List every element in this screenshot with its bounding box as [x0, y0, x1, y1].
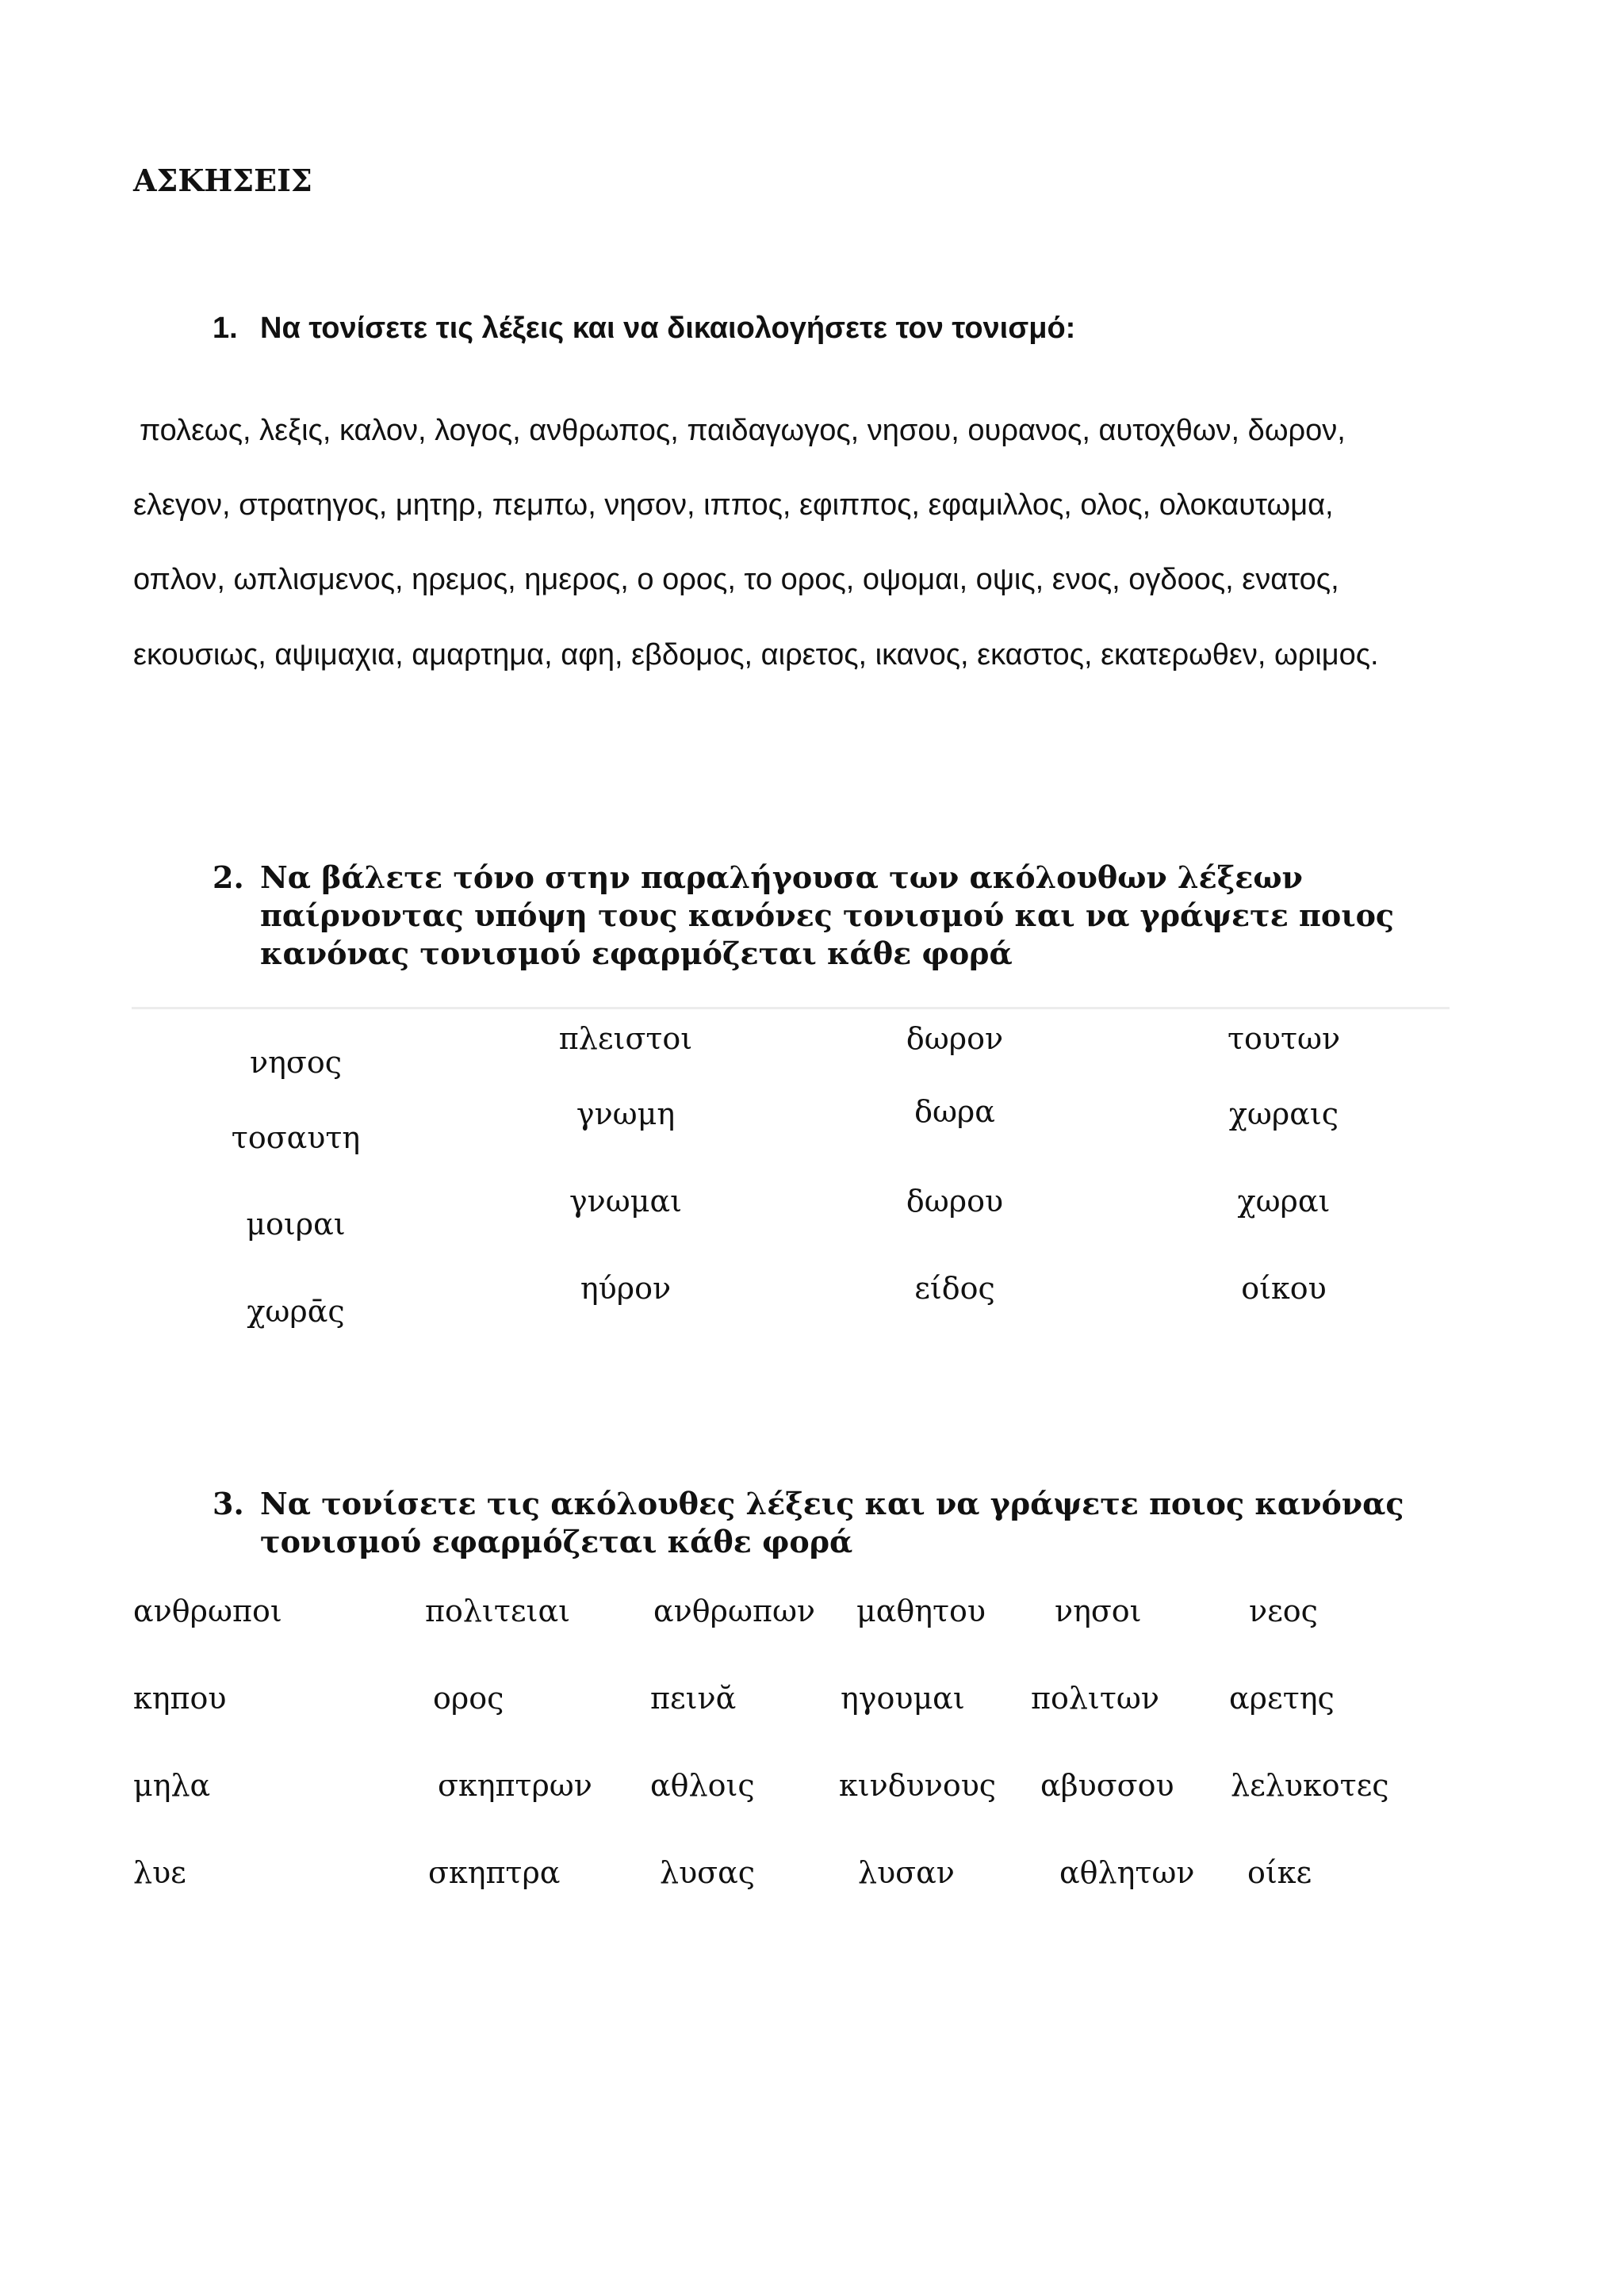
divider: [132, 1007, 1450, 1009]
table-cell: χωραι: [1237, 1184, 1331, 1219]
exercise-2-instruction: Να βάλετε τόνο στην παραλήγουσα των ακόλουθων λέξεων παίρνοντας υπόψη τους κανόνες τονισμού και να γράψετε ποιος κανόνας τονισμού εφαρμόζεται κάθε φορά: [260, 859, 1395, 971]
grid-word: λελυκοτες: [1231, 1768, 1389, 1803]
grid-word: νεος: [1249, 1594, 1318, 1628]
table-cell: πλειστοι: [558, 1021, 693, 1056]
exercise-2-number: 2.: [213, 859, 244, 895]
grid-word: σκηπτρων: [438, 1768, 592, 1803]
grid-word: πεινᾰ: [650, 1681, 737, 1716]
exercise-1-number: 1.: [213, 312, 238, 345]
page-title: ΑΣΚΗΣΕΙΣ: [133, 163, 312, 198]
grid-word: πολιτειαι: [425, 1594, 571, 1628]
grid-word: λυσας: [660, 1855, 756, 1890]
table-cell: τουτων: [1227, 1021, 1341, 1056]
grid-word: αρετης: [1229, 1681, 1335, 1716]
table-cell: τοσαυτη: [231, 1120, 361, 1155]
table-cell: δωρον: [906, 1021, 1004, 1056]
grid-word: σκηπτρα: [428, 1855, 561, 1890]
exercise-1-instruction: Να τονίσετε τις λέξεις και να δικαιολογήσετε τον τονισμό:: [260, 312, 1076, 345]
table-cell: δωρου: [906, 1184, 1004, 1219]
table-cell: γνωμη: [576, 1096, 676, 1131]
table-cell: ηύρον: [580, 1271, 672, 1306]
exercise-3-instruction: Να τονίσετε τις ακόλουθες λέξεις και να γράψετε ποιος κανόνας τονισμού εφαρμόζεται κάθε φορά: [260, 1486, 1404, 1559]
exercise-1-word-line: οπλον, ωπλισμενος, ηρεμος, ημερος, ο ορος, το ορος, οψομαι, οψις, ενος, ογδοος, ενατος,: [133, 563, 1339, 596]
exercise-1-word-line: ελεγον, στρατηγος, μητηρ, πεμπω, νησον, ιππος, εφιππος, εφαμιλλος, ολος, ολοκαυτωμα,: [133, 488, 1334, 522]
grid-word: ορος: [433, 1681, 504, 1716]
table-cell: είδος: [914, 1271, 995, 1306]
grid-word: αθλοις: [650, 1768, 755, 1803]
table-cell: χωρᾱς: [247, 1294, 345, 1329]
grid-word: μηλα: [133, 1768, 211, 1803]
table-cell: μοιραι: [246, 1207, 346, 1242]
grid-word: αθλητων: [1059, 1855, 1195, 1890]
exercise-3-number: 3.: [213, 1486, 244, 1521]
table-cell: γνωμαι: [569, 1184, 683, 1219]
grid-word: κινδυνους: [839, 1768, 997, 1803]
grid-word: λυσαν: [858, 1855, 955, 1890]
table-cell: οίκου: [1241, 1271, 1327, 1306]
grid-word: ανθρωποι: [133, 1594, 282, 1628]
grid-word: ηγουμαι: [841, 1681, 965, 1716]
grid-word: πολιτων: [1031, 1681, 1159, 1716]
table-cell: δωρα: [914, 1094, 995, 1129]
grid-word: νησοι: [1055, 1594, 1142, 1628]
table-cell: χωραις: [1228, 1096, 1339, 1131]
grid-word: οίκε: [1247, 1855, 1312, 1890]
exercise-1-word-line: εκουσιως, αψιμαχια, αμαρτημα, αφη, εβδομος, αιρετος, ικανος, εκαστος, εκατερωθεν, ωριμος.: [133, 638, 1379, 672]
exercise-1-word-line: πολεως, λεξις, καλον, λογος, ανθρωπος, παιδαγωγος, νησου, ουρανος, αυτοχθων, δωρον,: [140, 414, 1346, 447]
grid-word: αβυσσου: [1040, 1768, 1174, 1803]
table-cell: νησος: [250, 1045, 342, 1080]
grid-word: κηπου: [133, 1681, 227, 1716]
grid-word: μαθητου: [856, 1594, 986, 1628]
grid-word: ανθρωπων: [653, 1594, 816, 1628]
grid-word: λυε: [133, 1855, 186, 1890]
